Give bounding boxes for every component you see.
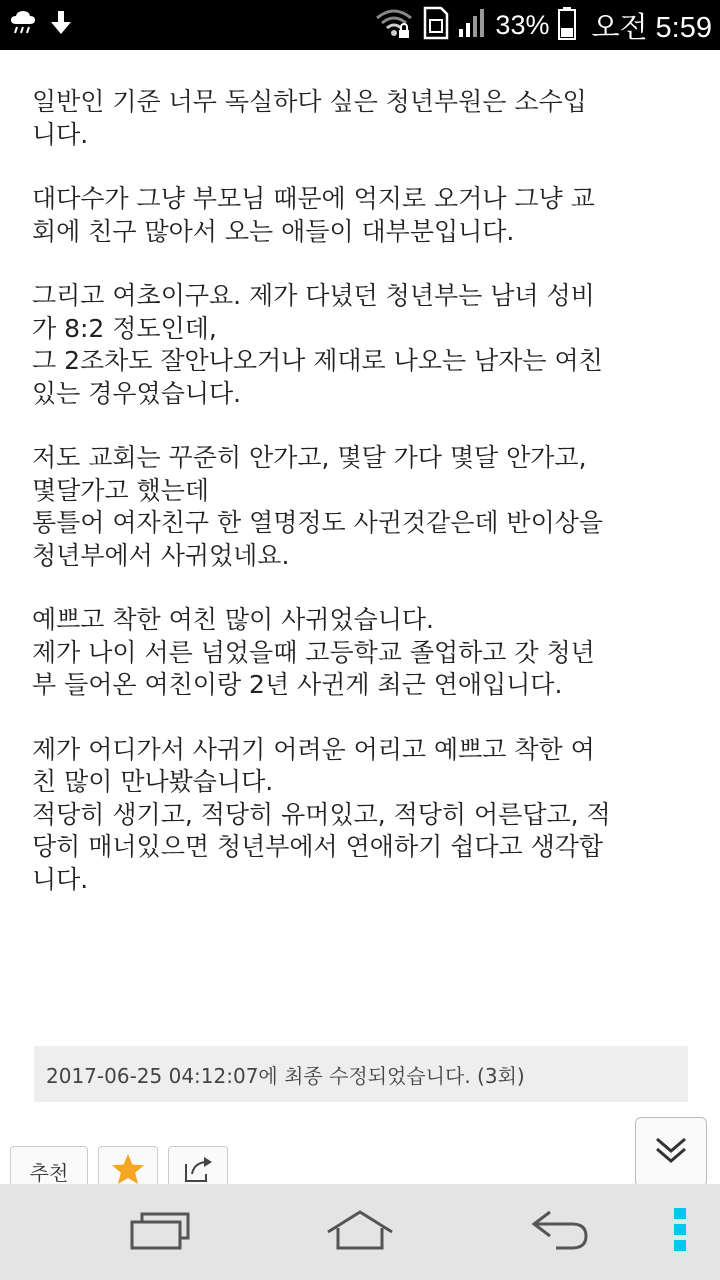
- edit-notice: [34, 1046, 688, 1102]
- text-line: 예쁘고 착한 여친 많이 사귀었습니다.: [32, 605, 434, 634]
- text-line: 친 많이 만나봤습니다.: [32, 767, 274, 796]
- paragraph: [32, 183, 692, 248]
- post-body: [32, 86, 692, 928]
- text-line: 그리고 여초이구요. 제가 다녔던 청년부는 남녀 성비: [32, 281, 595, 310]
- text-line: 그 2조차도 잘안나오거나 제대로 나오는 남자는 여친: [32, 346, 603, 375]
- status-bar-right: [375, 6, 712, 44]
- status-bar: [0, 0, 720, 50]
- text-line: 저도 교회는 꾸준히 안가고, 몇달 가다 몇달 안가고,: [32, 443, 587, 472]
- text-line: 적당히 생기고, 적당히 유머있고, 적당히 어른답고, 적: [32, 799, 611, 829]
- wifi-icon: [375, 6, 413, 44]
- sim-card-icon: [421, 6, 449, 44]
- paragraph: [32, 280, 692, 410]
- text-line: 니다.: [32, 864, 89, 894]
- home-icon: [324, 1208, 396, 1256]
- text-line: 대다수가 그냥 부모님 때문에 억지로 오거나 그냥 교: [32, 184, 595, 213]
- paragraph: [32, 734, 692, 897]
- weather-rain-icon: [8, 8, 38, 42]
- chevron-double-down-icon: [653, 1133, 689, 1171]
- menu-button[interactable]: [630, 1202, 720, 1262]
- text-line: 몇달가고 했는데: [32, 475, 209, 505]
- status-bar-left: [8, 8, 74, 42]
- recent-apps-button[interactable]: [110, 1202, 210, 1262]
- paragraph: [32, 442, 692, 572]
- edit-notice-text: 2017-06-25 04:12:07에 최종 수정되었습니다. (3회): [46, 1063, 525, 1088]
- paragraph: [32, 86, 692, 151]
- text-line: 있는 경우였습니다.: [32, 378, 242, 408]
- back-icon: [528, 1208, 592, 1256]
- battery-percent: 33%: [495, 9, 550, 40]
- navigation-bar: [0, 1184, 720, 1280]
- text-line: 부 들어온 여친이랑 2년 사귄게 최근 연애입니다.: [32, 670, 563, 699]
- download-icon: [48, 8, 74, 42]
- text-line: 당히 매너있으면 청년부에서 연애하기 쉽다고 생각합: [32, 832, 604, 861]
- text-line: 제가 어디가서 사귀기 어려운 어리고 예쁘고 착한 여: [32, 734, 595, 764]
- recent-apps-icon: [128, 1210, 192, 1254]
- battery-icon: [557, 6, 577, 44]
- share-icon: [182, 1154, 214, 1188]
- text-line: 가 8:2 정도인데,: [32, 313, 217, 343]
- paragraph: [32, 604, 692, 702]
- text-line: 회에 친구 많아서 오는 애들이 대부분입니다.: [32, 216, 515, 246]
- signal-icon: [457, 7, 487, 43]
- back-button[interactable]: [510, 1202, 610, 1262]
- text-line: 통틀어 여자친구 한 열명정도 사귄것같은데 반이상을: [32, 508, 604, 537]
- recommend-label: 추천: [29, 1160, 69, 1185]
- clock: 오전 5:59: [591, 11, 712, 44]
- text-line: 제가 나이 서른 넘었을때 고등학교 졸업하고 갓 청년: [32, 637, 595, 667]
- home-button[interactable]: [310, 1202, 410, 1262]
- menu-icon: [673, 1208, 687, 1256]
- scroll-down-button[interactable]: [635, 1117, 707, 1187]
- text-line: 청년부에서 사귀었네요.: [32, 540, 290, 570]
- text-line: 니다.: [32, 119, 89, 149]
- text-line: 일반인 기준 너무 독실하다 싶은 청년부원은 소수입: [32, 87, 587, 116]
